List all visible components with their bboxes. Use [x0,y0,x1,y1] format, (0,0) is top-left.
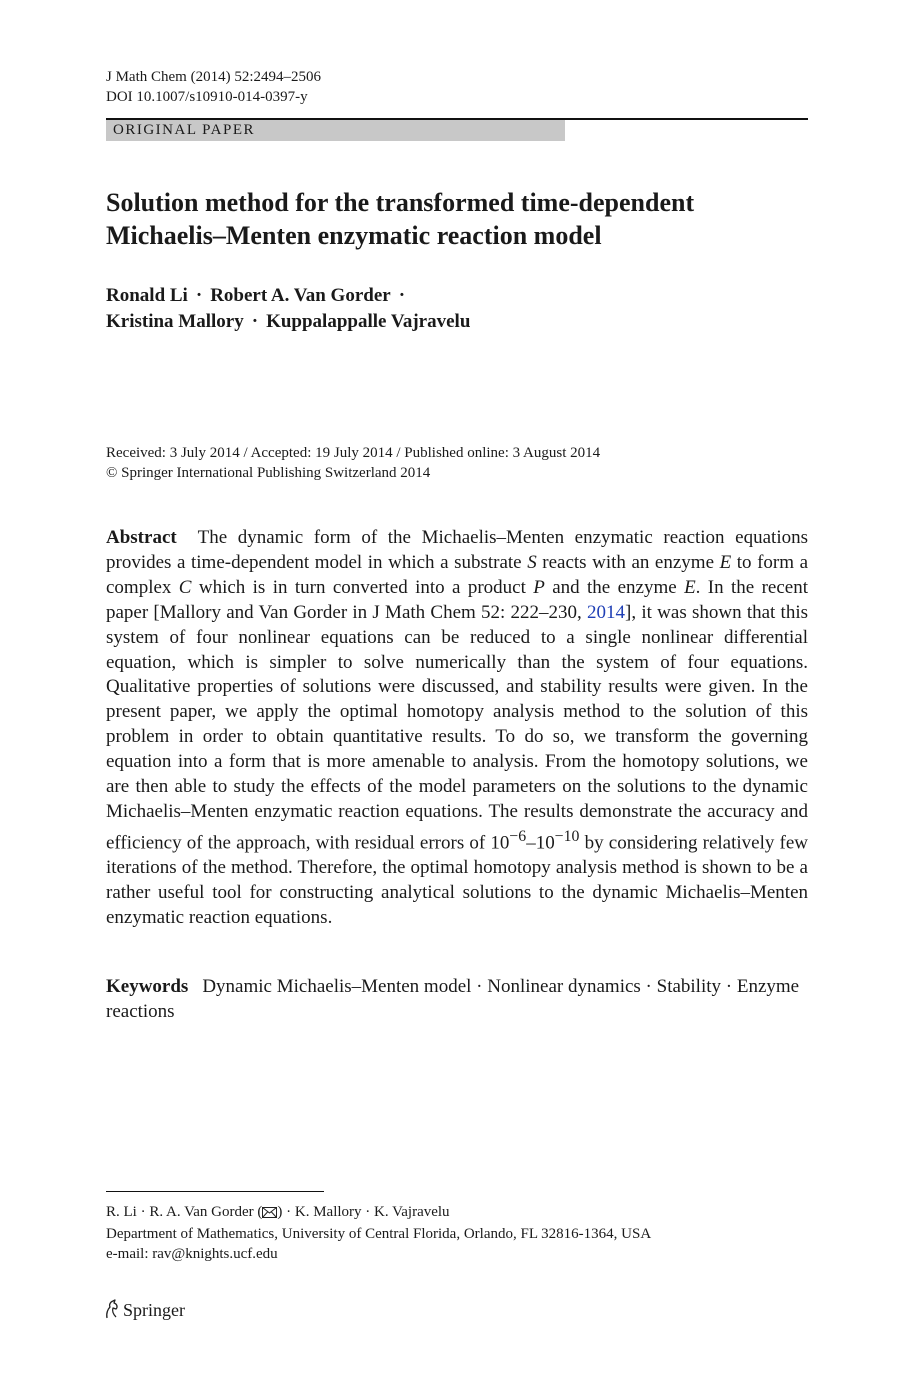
footnote-affiliation: Department of Mathematics, University of Central Florida, Orlando, FL 32816-1364, USA [106,1226,652,1242]
author-name: Kuppalappalle Vajravelu [266,311,471,332]
author-footnote [106,1202,651,1264]
abstract-text: which is in turn converted into a product [191,576,534,598]
date-history: Received: 3 July 2014 / Accepted: 19 July 2014 / Published online: 3 August 2014 [106,445,601,461]
journal-header [106,67,321,107]
exponent: −10 [554,827,580,845]
copyright-line: © Springer International Publishing Switzerland 2014 [106,465,431,481]
footnote-email[interactable]: e-mail: rav@knights.ucf.edu [106,1246,278,1262]
journal-doi: DOI 10.1007/s10910-014-0397-y [106,89,308,105]
keywords-list: Dynamic Michaelis–Menten model · Nonlinear dynamics · Stability · Enzyme reactions [106,976,800,1022]
abstract-text: . In the recent paper [Mallory and Van Gorder in J Math Chem 52: 222–230, [106,576,808,623]
envelope-icon[interactable] [262,1204,277,1224]
variable: S [527,551,537,573]
footnote-names [106,1202,651,1224]
abstract-text: and the enzyme [544,576,685,598]
footnote-text: ) · K. Mallory · K. Vajravelu [277,1204,450,1220]
keywords [106,974,808,1024]
footnote-text: R. Li · R. A. Van Gorder ( [106,1204,263,1220]
exponent: −6 [509,827,527,845]
publication-dates [106,443,600,483]
abstract [106,526,808,931]
abstract-heading: Abstract [106,527,177,548]
author-name: Robert A. Van Gorder [210,285,391,306]
citation-link[interactable]: 2014 [587,601,626,623]
footnote-rule [106,1191,324,1192]
abstract-text: The dynamic form of the Michaelis–Menten enzymatic reaction equations provides a time-dependent model in which a substrate [106,527,808,573]
variable: E [719,551,732,573]
author-name: Kristina Mallory [106,311,244,332]
variable: C [178,576,192,598]
article-type-label: ORIGINAL PAPER [113,122,255,138]
author-separator: · [251,311,259,332]
abstract-text: ], it was shown that this system of four nonlinear equations can be reduced to a single nonlinear differential equation, which is simpler to solve numerically than the system of four equations. Qualitative properties of solutions were discussed, and stability results were given. In the present paper, we apply the optimal homotopy analysis method to the solution of this problem in order to obtain quantitative results. To do so, we transform the governing equation into a form that is more amenable to analysis. From the homotopy solutions, we are then able to study the effects of the model parameters on the solutions to the dynamic Michaelis–Menten enzymatic reaction equations. The results demonstrate the accuracy and efficiency of the approach, with residual errors of 10 [106,601,808,854]
variable: E [684,576,696,598]
abstract-text: to form a complex [106,551,809,598]
paper-title [106,186,808,252]
keywords-heading: Keywords [106,976,189,997]
abstract-text: by considering relatively few iterations of the method. Therefore, the optimal homotopy analysis method is shown to be a rather useful tool for constructing analytical solutions to the dynamic Michaelis–Menten enzymatic reaction equations. [106,832,808,928]
author-name: Ronald Li [106,285,188,306]
springer-horse-icon [104,1300,123,1320]
author-separator: · [195,285,203,306]
author-list [106,283,470,335]
author-separator: · [398,285,406,306]
abstract-text: reacts with an enzyme [536,551,720,573]
paper-title-line2: Michaelis–Menten enzymatic reaction model [106,221,602,250]
publisher-name: Springer [123,1300,185,1320]
variable: P [533,576,545,598]
paper-title-line1: Solution method for the transformed time-dependent [106,188,695,217]
journal-citation: J Math Chem (2014) 52:2494–2506 [106,69,321,85]
publisher-mark [104,1298,185,1322]
abstract-text: –10 [526,832,555,854]
